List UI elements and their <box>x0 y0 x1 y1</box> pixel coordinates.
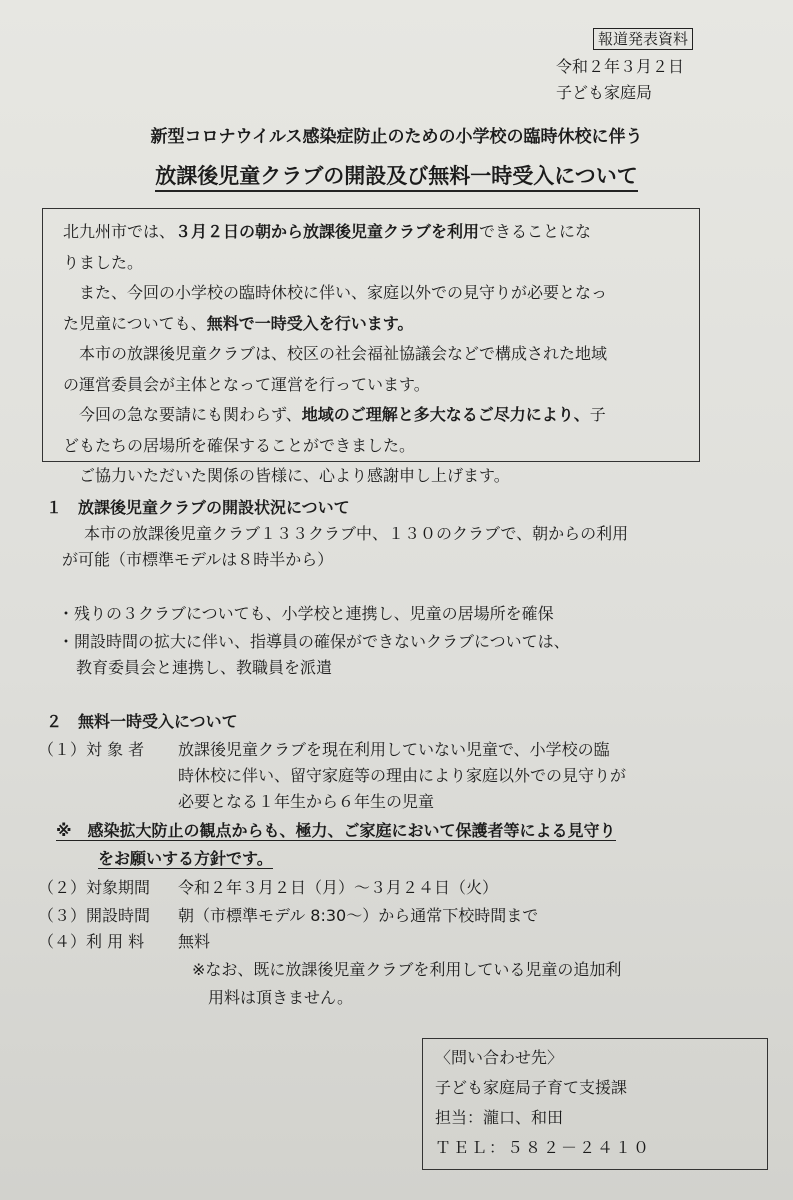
intro-emphasis: 無料で一時受入を行います。 <box>206 313 414 333</box>
notice-text <box>56 818 616 844</box>
fee-note-cont: 用料は頂きません。 <box>208 988 353 1007</box>
issuing-department: 子ども家庭局 <box>556 83 653 102</box>
document-title <box>0 160 793 190</box>
contact-box <box>422 1038 768 1170</box>
intro-line <box>63 309 683 340</box>
contact-heading: 〈問い合わせ先〉 <box>435 1048 564 1067</box>
intro-line <box>63 431 683 462</box>
intro-text: 本市の放課後児童クラブは、校区の社会福祉協議会などで構成された地域 <box>79 344 608 363</box>
item-label: （４）利 用 料 <box>38 932 145 951</box>
section-1-text: が可能（市標準モデルは８時半から） <box>62 550 334 569</box>
fee-note: ※なお、既に放課後児童クラブを利用している児童の追加利 <box>192 960 622 979</box>
intro-line <box>63 339 683 370</box>
section-1-text: 本市の放課後児童クラブ１３３クラブ中、１３０のクラブで、朝からの利用 <box>84 524 629 543</box>
contact-phone: ＴＥＬ：５８２－２４１０ <box>435 1138 652 1157</box>
intro-text: りました。 <box>63 252 144 272</box>
intro-text: ご協力いただいた関係の皆様に、心より感謝申し上げます。 <box>79 466 510 485</box>
intro-box <box>42 208 700 485</box>
press-release-label: 報道発表資料 <box>593 28 693 50</box>
item-value: 令和２年３月２日（月）～３月２４日（火） <box>178 878 499 897</box>
intro-text: どもたちの居場所を確保することができました。 <box>63 435 416 455</box>
item-label: （３）開設時間 <box>38 906 151 925</box>
intro-line <box>63 400 683 431</box>
item-value: 無料 <box>178 932 211 951</box>
notice-text <box>98 846 273 872</box>
intro-emphasis: ３月２日の朝から放課後児童クラブを利用 <box>175 222 480 241</box>
intro-line <box>63 461 683 492</box>
item-label: （２）対象期間 <box>38 878 151 897</box>
intro-text: た児童についても、 <box>63 313 207 333</box>
notice-line: ※ 感染拡大防止の観点からも、極力、ご家庭において保護者等による見守り <box>56 821 616 840</box>
intro-line <box>63 370 683 401</box>
intro-text: 子 <box>589 405 606 424</box>
notice-line: をお願いする方針です。 <box>98 849 273 868</box>
item-hours <box>38 904 538 928</box>
item-value-cont: 必要となる１年生から６年生の児童 <box>178 792 435 811</box>
contact-staff: 担当：瀧口、和田 <box>435 1108 564 1127</box>
section-1-bullet: ・残りの３クラブについても、小学校と連携し、児童の居場所を確保 <box>58 604 554 623</box>
intro-emphasis: 地域のご理解と多大なるご尽力により、 <box>301 405 590 424</box>
section-1-bullet-cont: 教育委員会と連携し、教職員を派遣 <box>76 658 333 677</box>
intro-line <box>63 248 683 279</box>
section-2-heading: ２ 無料一時受入について <box>46 712 238 731</box>
intro-text: 北九州市では、 <box>63 222 176 241</box>
intro-text: 今回の急な要請にも関わらず、 <box>79 405 302 424</box>
contact-section: 子ども家庭局子育て支援課 <box>435 1078 628 1097</box>
intro-text: また、今回の小学校の臨時休校に伴い、家庭以外での見守りが必要となっ <box>79 283 608 302</box>
item-value: 放課後児童クラブを現在利用していない児童で、小学校の臨 <box>178 740 610 759</box>
issue-date: 令和２年３月２日 <box>556 57 685 76</box>
item-period <box>38 876 498 900</box>
intro-text: の運営委員会が主体となって運営を行っています。 <box>63 374 430 394</box>
intro-text: できることにな <box>479 222 592 241</box>
item-fee <box>38 930 210 954</box>
section-1-bullet: ・開設時間の拡大に伴い、指導員の確保ができないクラブについては、 <box>58 632 570 651</box>
item-value-cont: 時休校に伴い、留守家庭等の理由により家庭以外での見守りが <box>178 766 627 785</box>
document-title-text: 放課後児童クラブの開設及び無料一時受入について <box>155 164 638 192</box>
item-label: （１）対 象 者 <box>38 740 145 759</box>
intro-line <box>63 278 683 309</box>
item-target <box>38 738 610 762</box>
document-subtitle: 新型コロナウイルス感染症防止のための小学校の臨時休校に伴う <box>150 127 643 147</box>
item-value: 朝（市標準モデル 8:30～）から通常下校時間まで <box>178 906 539 925</box>
intro-line <box>63 217 683 248</box>
section-1-heading: １ 放課後児童クラブの開設状況について <box>46 498 350 517</box>
